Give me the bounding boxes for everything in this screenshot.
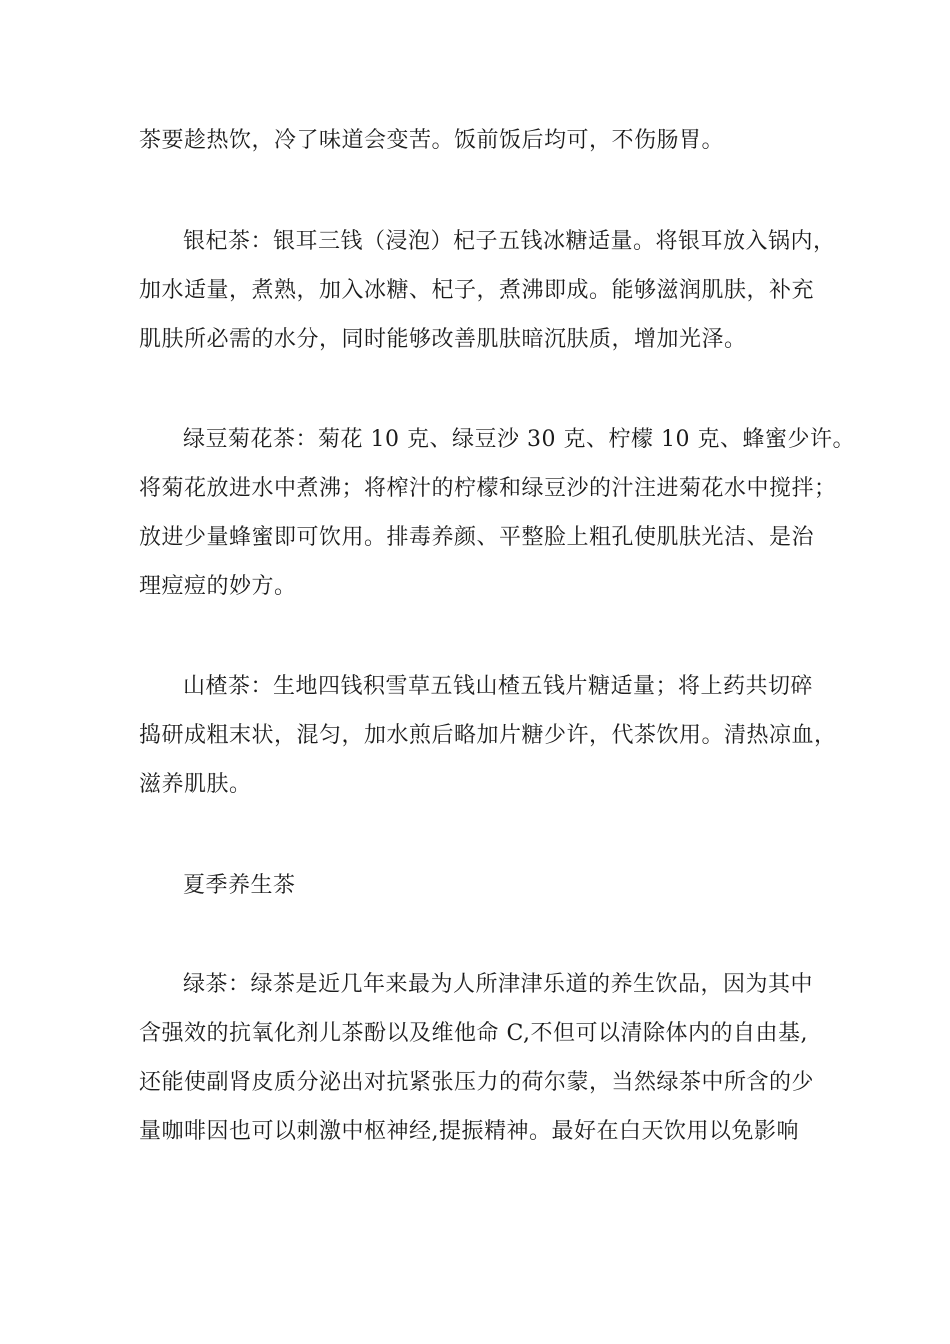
paragraph-line: 将菊花放进水中煮沸；将榨汁的柠檬和绿豆沙的汁注进菊花水中搅拌； <box>139 476 837 501</box>
paragraph-line: 还能使副肾皮质分泌出对抗紧张压力的荷尔蒙，当然绿茶中所含的少 <box>139 1070 815 1095</box>
paragraph-line: 银杞茶：银耳三钱（浸泡）杞子五钱冰糖适量。将银耳放入锅内， <box>183 229 836 254</box>
paragraph-line: 滋养肌肤。 <box>139 772 252 797</box>
paragraph-line: 绿茶：绿茶是近几年来最为人所津津乐道的养生饮品，因为其中 <box>183 972 814 997</box>
section-heading: 夏季养生茶 <box>183 873 296 898</box>
paragraph-line: 茶要趁热饮，冷了味道会变苦。饭前饭后均可，不伤肠胃。 <box>139 128 725 153</box>
paragraph-line: 捣研成粗末状，混匀，加水煎后略加片糖少许，代茶饮用。清热凉血， <box>139 723 837 748</box>
paragraph-line: 肌肤所必需的水分，同时能够改善肌肤暗沉肤质，增加光泽。 <box>139 327 747 352</box>
paragraph-line: 山楂茶：生地四钱积雪草五钱山楂五钱片糖适量；将上药共切碎 <box>183 674 814 699</box>
paragraph-line: 放进少量蜂蜜即可饮用。排毒养颜、平整脸上粗孔使肌肤光洁、是治 <box>139 525 815 550</box>
paragraph-line: 理痘痘的妙方。 <box>139 574 297 599</box>
paragraph-line: 量咖啡因也可以刺激中枢神经,提振精神。最好在白天饮用以免影响 <box>139 1119 799 1144</box>
paragraph-line: 绿豆菊花茶：菊花 10 克、绿豆沙 30 克、柠檬 10 克、蜂蜜少许。 <box>183 427 855 452</box>
paragraph-line: 含强效的抗氧化剂儿茶酚以及维他命 C,不但可以清除体内的自由基, <box>139 1021 809 1046</box>
paragraph-line: 加水适量，煮熟，加入冰糖、杞子，煮沸即成。能够滋润肌肤，补充 <box>139 278 815 303</box>
